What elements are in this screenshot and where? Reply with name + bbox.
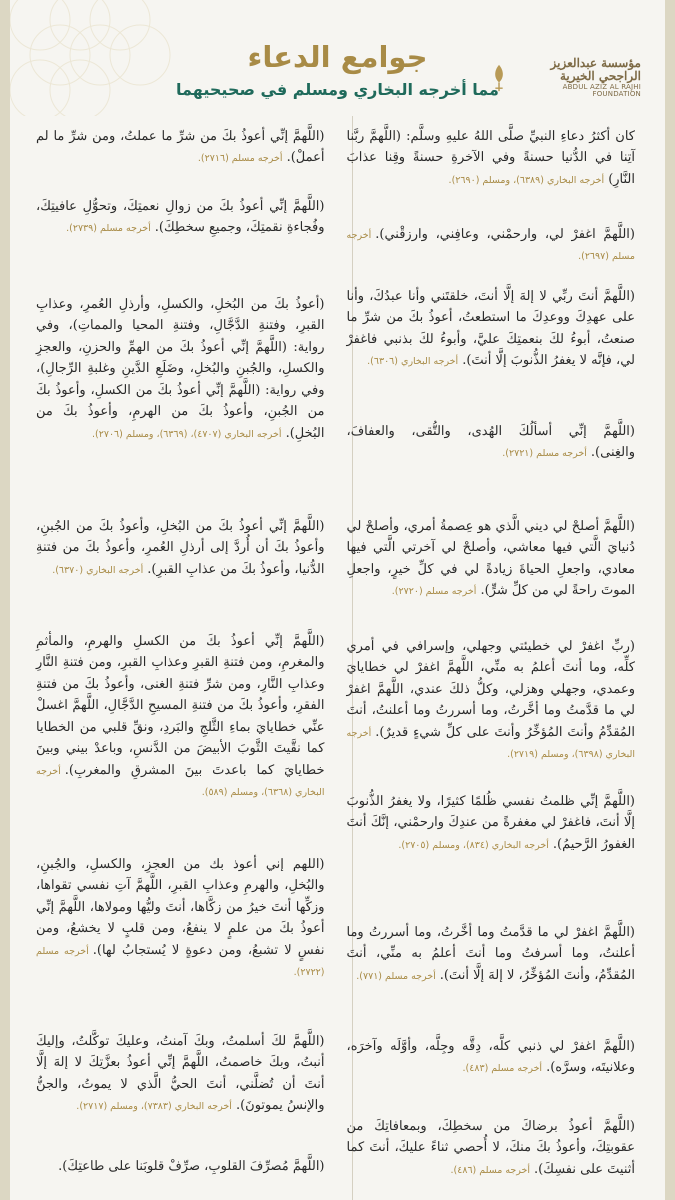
dua-entry: (اللَّهمَّ لكَ أسلمتُ، وبكَ آمنتُ، وعليكَ توكَّلتُ، وإليكَ أنبتُ، وبكَ خاصمتُ، اللَّهمَّ إنِّي أعوذُ بعزَّتِكَ لا إلهَ إلَّا أنتَ أن تُضلَّني، أنتَ الحيُّ الَّذي لا يموتُ، والجنُّ والإنسُ يموتونَ).أخرجه البخاري (٧٣٨٣)، ومسلم (٢٧١٧). xyxy=(36,1034,325,1114)
dua-entry: (اللَّهمَّ مُصرِّفَ القلوبِ، صرِّفْ قلوبَنا على طاعتِكَ). xyxy=(58,1159,325,1174)
dua-entry: (اللَّهمَّ أنتَ ربِّي لا إلهَ إلَّا أنتَ، خلقتَني وأنا عبدُكَ، وأنا على عهدِكَ ووعدِكَ ما استطعتُ، أعوذُ بكَ من شرِّ ما صنعتُ، أبوءُ لكَ بنعمتِكَ عليَّ، وأبوءُ لكَ بذنبي فاغفرْ لي، فإنَّه لا يغفرُ الذُّنوبَ إلَّا أنتَ).أخرجه البخاري (٦٣٠٦). xyxy=(346,289,635,369)
dua-entry: كان أكثرُ دعاءِ النبيِّ صلَّى اللهُ عليهِ وسلَّم: (اللَّهمَّ ربَّنا آتِنا في الدُّنيا حسنةً وفي الآخرةِ حسنةً وقِنا عذابَ النَّارِ)أخرجه البخاري (٦٣٨٩)، ومسلم (٢٦٩٠). xyxy=(346,129,635,187)
page-title: جوامع الدعاء xyxy=(247,40,428,74)
dua-entry: (أعوذُ بكَ من البُخلِ، والكسلِ، وأرذلِ العُمرِ، وعذابِ القبرِ، وفتنةِ الدَّجَّالِ، وفتنةِ المحيا والمماتِ)، وفي رواية: (اللَّهمَّ إنِّي أعوذُ بكَ من الهمِّ والحزنِ، والعجزِ والكسلِ، والجُبنِ والبُخلِ، وضَلَعِ الدَّينِ وغلبةِ الرِّجالِ)، وفي رواية: (اللَّهمَّ إنِّي أعوذُ بكَ من الكسلِ، وأعوذُ بكَ من الجُبنِ، وأعوذُ بكَ من الهرمِ، وأعوذُ بكَ من البُخلِ).أخرجه البخاري (٤٧٠٧)، (٦٣٦٩)، ومسلم (٢٧٠٦). xyxy=(36,297,325,441)
header xyxy=(10,0,665,116)
dua-entry: (اللهم إني أعوذ بك من العجزِ، والكسلِ، والجُبنِ، والبُخلِ، والهرمِ وعذابِ القبرِ، اللَّهمَّ آتِ نفسي تقواها، وزكِّها أنتَ خيرُ من زكَّاها، أنتَ وليُّها ومولاها، اللَّهمَّ إنِّي أعوذُ بكَ من علمٍ لا ينفعُ، ومن قلبٍ لا يخشعُ، ومن نفسٍ لا تشبعُ، ومن دعوةٍ لا يُستجابُ لها).أخرجه مسلم (٢٧٢٢). xyxy=(36,857,325,979)
content xyxy=(10,116,665,1200)
dua-entry: (اللَّهمَّ أعوذُ برضاكَ من سخطِكَ، وبمعافاتِكَ من عقوبتِكَ، وأعوذُ بكَ منكَ، لا أُحصي ثناءً عليكَ، أنتَ كما أثنيتَ على نفسِكَ).أخرجه مسلم (٤٨٦). xyxy=(346,1119,635,1177)
dua-entry: (اللَّهمَّ إنِّي أعوذُ بكَ من شرِّ ما عملتُ، ومن شرِّ ما لم أعملْ).أخرجه مسلم (٢٧١٦). xyxy=(36,129,325,166)
dua-entry: (اللَّهمَّ اغفرْ لي، وارحمْني، وعافِني، وارزقْني).أخرجه مسلم (٢٦٩٧). xyxy=(346,227,635,263)
page-subtitle: مما أخرجه البخاري ومسلم في صحيحيهما xyxy=(176,80,499,99)
dua-entry: (اللَّهمَّ إنِّي أعوذُ بكَ من زوالِ نعمتِكَ، وتحوُّلِ عافيتِكَ، وفُجاءةِ نقمتِكَ، وجميعِ سخطِكَ).أخرجه مسلم (٢٧٣٩). xyxy=(36,199,325,236)
right-column xyxy=(347,116,636,1200)
dua-entry: (اللَّهمَّ اغفرْ لي ذنبي كلَّه، دِقَّه وجِلَّه، وأوَّلَه وآخرَه، وعلانيتَه، وسرَّه).أخرجه مسلم (٤٨٣). xyxy=(346,1039,635,1076)
dua-entry: (ربِّ اغفرْ لي خطيئتي وجهلي، وإسرافي في أمري كلِّه، وما أنتَ أعلمُ به منِّي، اللَّهمَّ اغفرْ لي خطايايَ وعمدي، وجهلي وهزلي، وكلُّ ذلكَ عندي، اللَّهمَّ اغفرْ لي ما قدَّمتُ وما أخَّرتُ، وما أسررتُ وما أعلنتُ، أنتَ المُقدِّمُ وأنتَ المُؤخِّرُ وأنتَ على كلِّ شيءٍ قديرٌ).أخرجه البخاري (٦٣٩٨)، ومسلم (٢٧١٩). xyxy=(346,639,635,761)
logo-english-text: ABDUL AZIZ AL RAJHI FOUNDATION xyxy=(562,82,641,99)
left-column xyxy=(36,116,325,1200)
dua-entry: (اللَّهمَّ اغفرْ لي ما قدَّمتُ وما أخَّرتُ، وما أسررتُ وما أعلنتُ، وما أسرفتُ وما أنتَ أعلمُ به منِّي، أنتَ المُقدِّمُ، وأنتَ المُؤخِّرُ، لا إلهَ إلَّا أنتَ).أخرجه مسلم (٧٧١). xyxy=(346,925,635,983)
dua-entry: (اللَّهمَّ أصلحْ لي ديني الَّذي هو عِصمةُ أمري، وأصلحْ لي دُنيايَ الَّتي فيها معاشي، وأصلحْ لي آخرتي الَّتي فيها معادي، واجعلِ الحياةَ زيادةً لي في كلِّ خيرٍ، واجعلِ الموتَ راحةً لي من كلِّ شرٍّ).أخرجه مسلم (٢٧٢٠). xyxy=(346,519,635,599)
dua-entry: (اللَّهمَّ إنِّي أعوذُ بكَ من الكسلِ والهرمِ، والمأثمِ والمغرمِ، ومن فتنةِ القبرِ وعذابِ القبرِ، ومن فتنةِ النَّارِ وعذابِ النَّارِ، ومن شرِّ فتنةِ الغنى، وأعوذُ بكَ من فتنةِ الفقرِ، وأعوذُ بكَ من فتنةِ المسيحِ الدَّجَّالِ، اللَّهمَّ اغسلْ عنِّي خطايايَ بماءِ الثَّلجِ والبَردِ، ونقِّ قلبي من الخطايا كما نقَّيتَ الثَّوبَ الأبيضَ من الدَّنسِ، وباعدْ بيني وبينَ خطايايَ كما باعدتَ بينَ المشرقِ والمغربِ).أخرجه البخاري (٦٣٦٨)، ومسلم (٥٨٩). xyxy=(36,634,325,799)
dua-entry: (اللَّهمَّ إنِّي أعوذُ بكَ من البُخلِ، وأعوذُ بكَ من الجُبنِ، وأعوذُ بكَ أن أُردَّ إلى أرذلِ العُمرِ، وأعوذُ بكَ من فتنةِ الدُّنيا، وأعوذُ بكَ من عذابِ القبرِ).أخرجه البخاري (٦٣٧٠). xyxy=(36,519,325,577)
dua-entry: (اللَّهمَّ إنِّي ظلمتُ نفسي ظُلمًا كثيرًا، ولا يغفرُ الذُّنوبَ إلَّا أنتَ، فاغفرْ لي مغفرةً من عندِكَ وارحمْني، إنَّكَ أنتَ الغفورُ الرَّحيمُ).أخرجه البخاري (٨٣٤)، ومسلم (٢٧٠٥). xyxy=(346,794,635,852)
dua-entry: (اللَّهمَّ إنِّي أسألُكَ الهُدى، والتُّقى، والعفافَ، والغِنى).أخرجه مسلم (٢٧٢١). xyxy=(346,424,635,461)
logo-arabic-text: مؤسسة عبدالعزيز الراجحي الخيرية xyxy=(550,56,641,84)
